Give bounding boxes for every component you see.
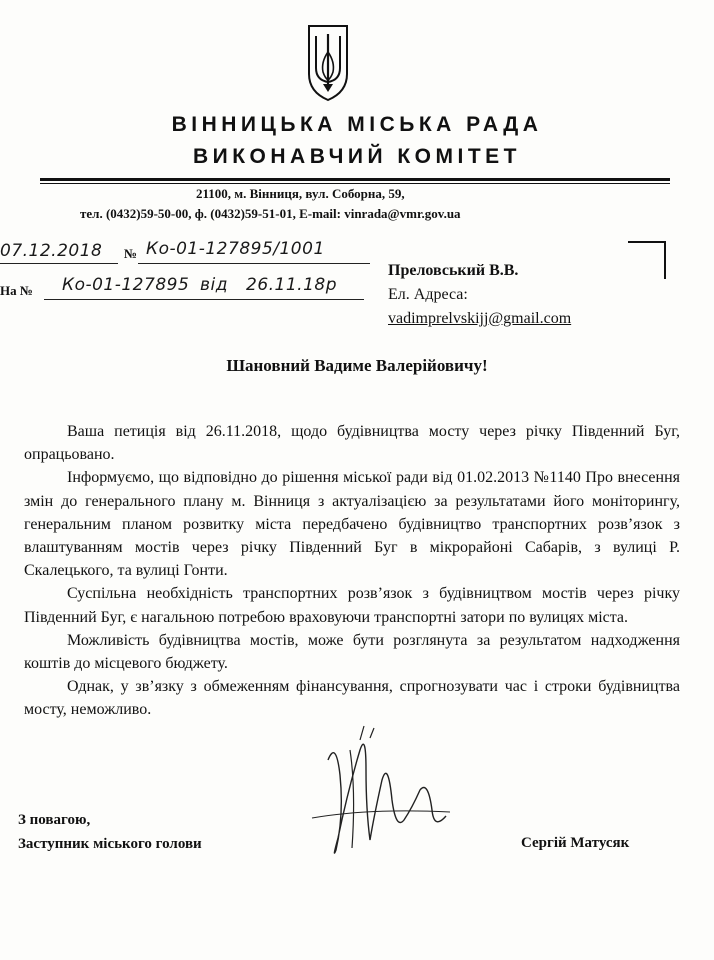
outgoing-date: 07.12.2018 [0,241,103,261]
body-paragraph: Інформуємо, що відповідно до рішення міської ради від 01.02.2013 №1140 Про внесення змін до генерального плану м. Вінниця з актуалізацією за результатами його моніторингу, генеральним планом розвитку міста передбачено будівництво транспортних розв’язок з влаштуванням мостів через річку Південний Буг в мікрорайоні Сабарів, з вулиці Р. Скалецького, та вулиці Гонти. [24,469,680,580]
outgoing-date-line [0,263,118,264]
address-corner-side [664,241,666,279]
outgoing-number: Ко-01-127895/1001 [146,239,325,259]
incoming-line [44,299,364,300]
incoming-from: від [200,275,228,295]
org-address: 21100, м. Вінниця, вул. Соборна, 59, [196,186,405,201]
closing-regards: З повагою, [18,812,91,828]
incoming-prefix: На № [0,283,33,298]
org-title: ВІННИЦЬКА МІСЬКА РАДА [171,113,543,136]
letter-body [24,420,680,722]
org-subtitle: ВИКОНАВЧИЙ КОМІТЕТ [192,145,522,168]
body-paragraph: Суспільна необхідність транспортних розв’язок з будівництвом мостів через річку Південний Буг, є нагальною потребою враховуючи транспортні затори по вулицях міста. [24,585,680,626]
header-rule-thin [40,183,670,184]
org-contacts: тел. (0432)59-50-00, ф. (0432)59-51-01, E-mail: vinrada@vmr.gov.ua [80,206,461,221]
outgoing-number-line [138,263,370,264]
signature-icon [300,720,460,870]
body-paragraph: Однак, у зв’язку з обмеженням фінансування, спрогнозувати час і строки будівництва мосту, неможливо. [24,678,680,719]
signer-position: Заступник міського голови [18,836,202,852]
address-corner-top [628,241,666,243]
body-paragraph: Можливість будівництва мостів, може бути розглянута за результатом надходження коштів до місцевого бюджету. [24,631,680,673]
recipient-name: Преловський В.В. [388,262,519,279]
incoming-number: Ко-01-127895 [62,275,190,295]
coat-of-arms-icon [303,22,353,104]
signer-name: Сергій Матусяк [521,835,630,851]
salutation: Шановний Вадиме Валерійовичу! [226,356,488,375]
recipient-email-label: Ел. Адреса: [388,286,468,303]
recipient-email: vadimprelvskijj@gmail.com [388,310,572,327]
outgoing-number-label: № [124,246,138,261]
incoming-date: 26.11.18р [246,275,337,295]
body-paragraph: Ваша петиція від 26.11.2018, щодо будівництва мосту через річку Південний Буг, опрацьовано. [24,423,680,464]
header-rule [40,178,670,181]
